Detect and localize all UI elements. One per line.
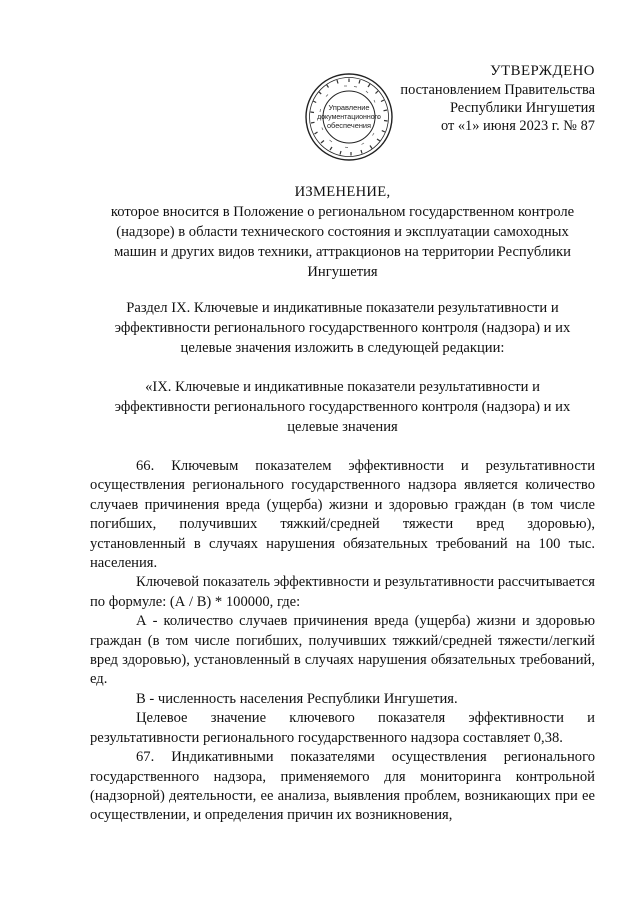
section-intro-line-2: эффективности регионального государственного контроля (надзора) и их (114, 320, 571, 336)
paragraph-66: 66. Ключевым показателем эффективности и результативности осуществления регионального государственного надзора является количество случаев причинения вреда (ущерба) жизни и здоровью граждан (в том числе погибших, получивших тяжкий/средней тяжести вред здоровью), установленный в случаях нарушения обязательных требований на 100 тыс. населения. (90, 458, 595, 572)
section-title-line-2: эффективности регионального государственного контроля (надзора) и их (114, 399, 571, 415)
title-line-4: Ингушетия (307, 264, 378, 280)
approval-heading: УТВЕРЖДЕНО (490, 63, 595, 79)
section-intro (90, 298, 595, 358)
section-intro-line-3: целевые значения изложить в следующей редакции: (180, 340, 505, 356)
document-title (90, 182, 595, 282)
paragraph-a-definition: А - количество случаев причинения вреда (ущерба) жизни и здоровью граждан (в том числе погибших, получивших тяжкий/средней тяжести/легкий вред здоровью), установленный в случаях нарушения обязательных требований, ед. (90, 613, 595, 688)
section-title-line-3: целевые значения (287, 419, 398, 435)
approval-block (400, 62, 595, 135)
paragraph-b-definition: В - численность населения Республики Ингушетия. (136, 690, 458, 707)
paragraph-67: 67. Индикативными показателями осуществления регионального государственного надзора, применяемого для мониторинга контрольной (надзорной) деятельности, ее анализа, выявления проблем, возникающих при ее осуществлении, и определения причин их возникновения, (90, 749, 595, 824)
approval-line-3: от «1» июня 2023 г. № 87 (440, 118, 595, 134)
paragraph-formula: Ключевой показатель эффективности и результативности рассчитывается по формуле: (А / В) * 100000, где: (90, 574, 595, 610)
section-title-line-1: «IX. Ключевые и индикативные показатели результативности и (145, 379, 540, 395)
title-line-2: (надзоре) в области технического состояния и эксплуатации самоходных (116, 224, 569, 240)
stamp-text-3: обеспечения (326, 121, 372, 130)
title-heading: ИЗМЕНЕНИЕ, (294, 184, 391, 200)
body-text (90, 457, 595, 826)
stamp-text-1: Управление (328, 103, 370, 112)
approval-line-1: постановлением Правительства (400, 82, 595, 98)
section-title (90, 377, 595, 437)
title-line-3: машин и других видов техники, аттракционов на территории Республики (114, 244, 571, 260)
official-stamp-icon (304, 72, 394, 162)
section-intro-line-1: Раздел IX. Ключевые и индикативные показатели результативности и (126, 300, 559, 316)
title-line-1: которое вносится в Положение о региональном государственном контроле (110, 204, 575, 220)
stamp-text-2: документационного (317, 114, 381, 121)
approval-line-2: Республики Ингушетия (449, 100, 595, 116)
paragraph-target-value: Целевое значение ключевого показателя эффективности и результативности регионального государственного надзора составляет 0,38. (90, 710, 595, 746)
